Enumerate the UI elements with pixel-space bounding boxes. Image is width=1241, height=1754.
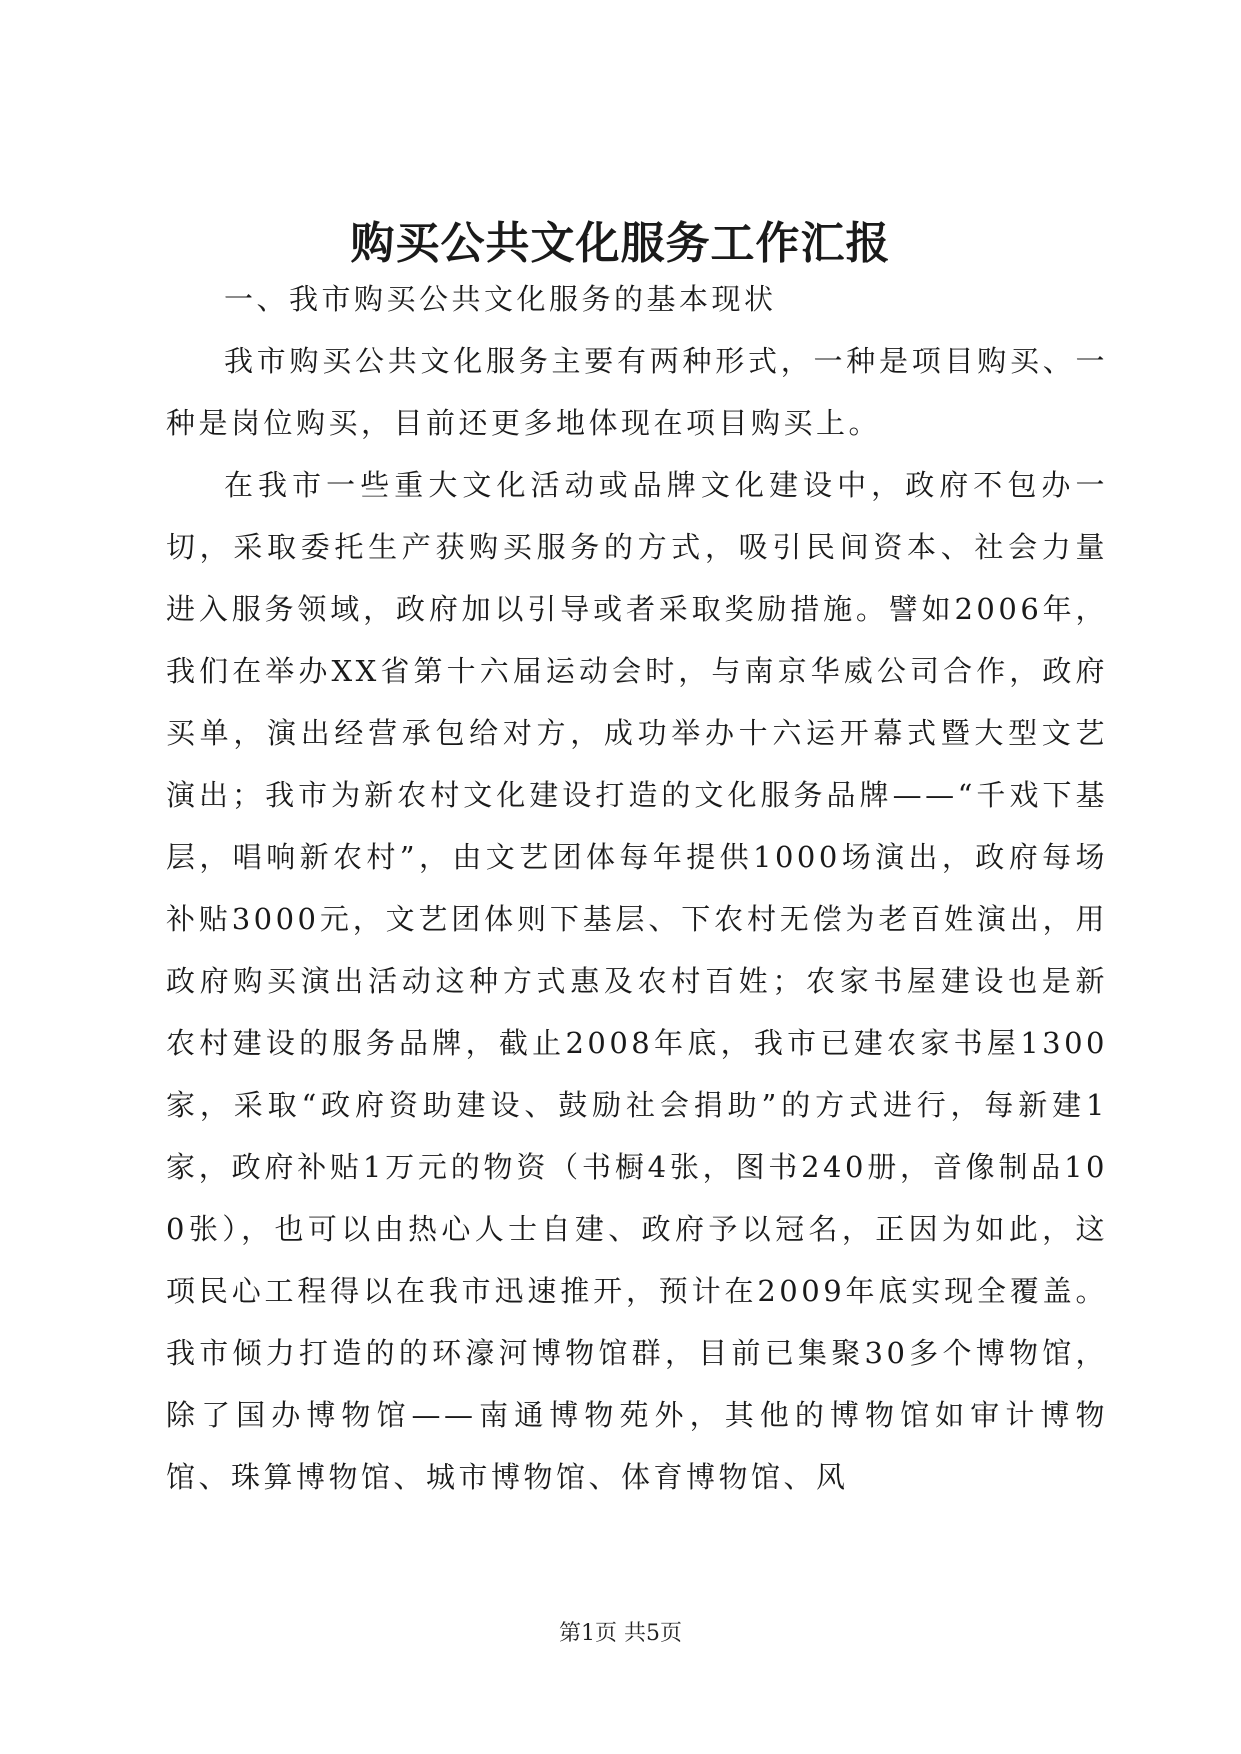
document-body — [166, 268, 1108, 1508]
page-number: 第1页 共5页 — [559, 1621, 682, 1646]
page-footer — [0, 1616, 1241, 1647]
document-title: 购买公共文化服务工作汇报 — [350, 218, 891, 269]
section-heading: 一、我市购买公共文化服务的基本现状 — [224, 282, 777, 316]
paragraph: 在我市一些重大文化活动或品牌文化建设中，政府不包办一切，采取委托生产获购买服务的方式，吸引民间资本、社会力量进入服务领域，政府加以引导或者采取奖励措施。譬如2006年，我们在举办XX省第十六届运动会时，与南京华威公司合作，政府买单，演出经营承包给对方，成功举办十六运开幕式暨大型文艺演出；我市为新农村文化建设打造的文化服务品牌——“千戏下基层，唱响新农村”，由文艺团体每年提供1000场演出，政府每场补贴3000元，文艺团体则下基层、下农村无偿为老百姓演出，用政府购买演出活动这种方式惠及农村百姓；农家书屋建设也是新农村建设的服务品牌，截止2008年底，我市已建农家书屋1300家，采取“政府资助建设、鼓励社会捐助”的方式进行，每新建1家，政府补贴1万元的物资（书橱4张，图书240册，音像制品100张），也可以由热心人士自建、政府予以冠名，正因为如此，这项民心工程得以在我市迅速推开，预计在2009年底实现全覆盖。我市倾力打造的的环濠河博物馆群，目前已集聚30多个博物馆，除了国办博物馆——南通博物苑外，其他的博物馆如审计博物馆、珠算博物馆、城市博物馆、体育博物馆、风 — [166, 468, 1108, 1494]
paragraph: 我市购买公共文化服务主要有两种形式，一种是项目购买、一种是岗位购买，目前还更多地体现在项目购买上。 — [166, 344, 1108, 440]
